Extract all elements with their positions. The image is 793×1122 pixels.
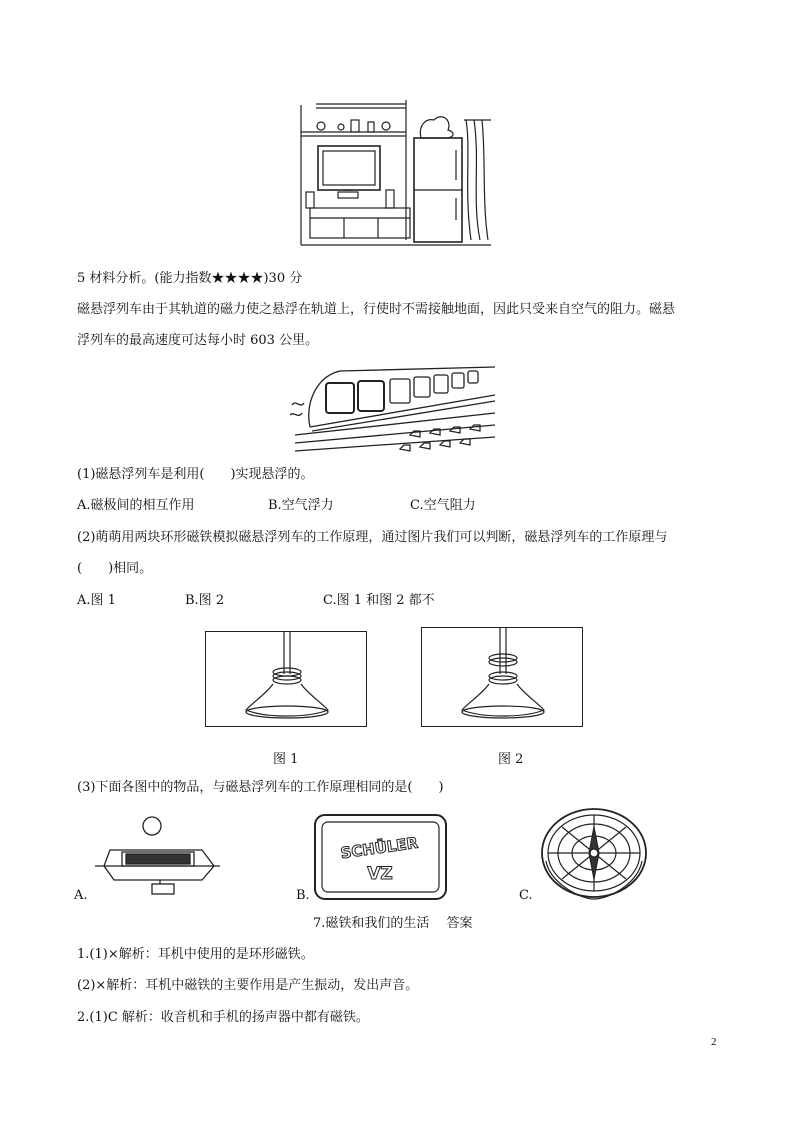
sub-question-1-option-b: B.空气浮力 [268,498,334,513]
sign-text-bottom: VZ [367,864,393,884]
answer-line-3: 2.(1)C 解析：收音机和手机的扬声器中都有磁铁。 [77,1010,369,1025]
sub-question-2-option-b: B.图 2 [185,593,225,608]
option-a-levitation-device [90,814,230,904]
figure-1-caption: 图 1 [273,752,299,767]
option-b-magnetic-sign [313,813,448,901]
material-text-line-1: 磁悬浮列车由于其轨道的磁力使之悬浮在轨道上，行使时不需接触地面，因此只受来自空气的阻力。磁悬 [77,302,676,317]
sub-question-2-option-a: A.图 1 [77,593,116,608]
option-c-compass [540,805,648,903]
sign-text-top: SCHÜLER [339,833,420,863]
figure-2-caption: 图 2 [498,752,524,767]
page-number: 2 [711,1036,717,1048]
ring-magnet-figure-2 [421,627,583,727]
living-room-illustration [296,100,496,252]
question-5-heading: 5 材料分析。(能力指数★★★★)30 分 [77,271,303,286]
answer-line-2: (2)×解析：耳机中磁铁的主要作用是产生振动，发出声音。 [77,978,419,993]
answer-line-1: 1.(1)×解析：耳机中使用的是环形磁铁。 [77,947,314,962]
sub-question-3-stem: (3)下面各图中的物品，与磁悬浮列车的工作原理相同的是( ) [77,780,444,795]
sub-question-2-stem-line-1: (2)萌萌用两块环形磁铁模拟磁悬浮列车的工作原理，通过图片我们可以判断，磁悬浮列车的工作原理与 [77,530,668,545]
sub-question-1-stem: (1)磁悬浮列车是利用( )实现悬浮的。 [77,467,314,482]
answers-title: 7.磁铁和我们的生活 答案 [313,916,473,931]
sub-question-3-option-b-label: B. [296,888,310,903]
sub-question-2-option-c: C.图 1 和图 2 都不 [323,593,435,608]
sub-question-3-option-a-label: A. [74,888,88,903]
sub-question-2-stem-line-2: ( )相同。 [77,561,153,576]
sub-question-1-option-a: A.磁极间的相互作用 [77,498,195,513]
maglev-train-illustration [290,365,496,455]
material-text-line-2: 浮列车的最高速度可达每小时 603 公里。 [77,333,319,348]
sub-question-1-option-c: C.空气阻力 [410,498,476,513]
ring-magnet-figure-1 [205,631,367,727]
sub-question-3-option-c-label: C. [519,888,533,903]
